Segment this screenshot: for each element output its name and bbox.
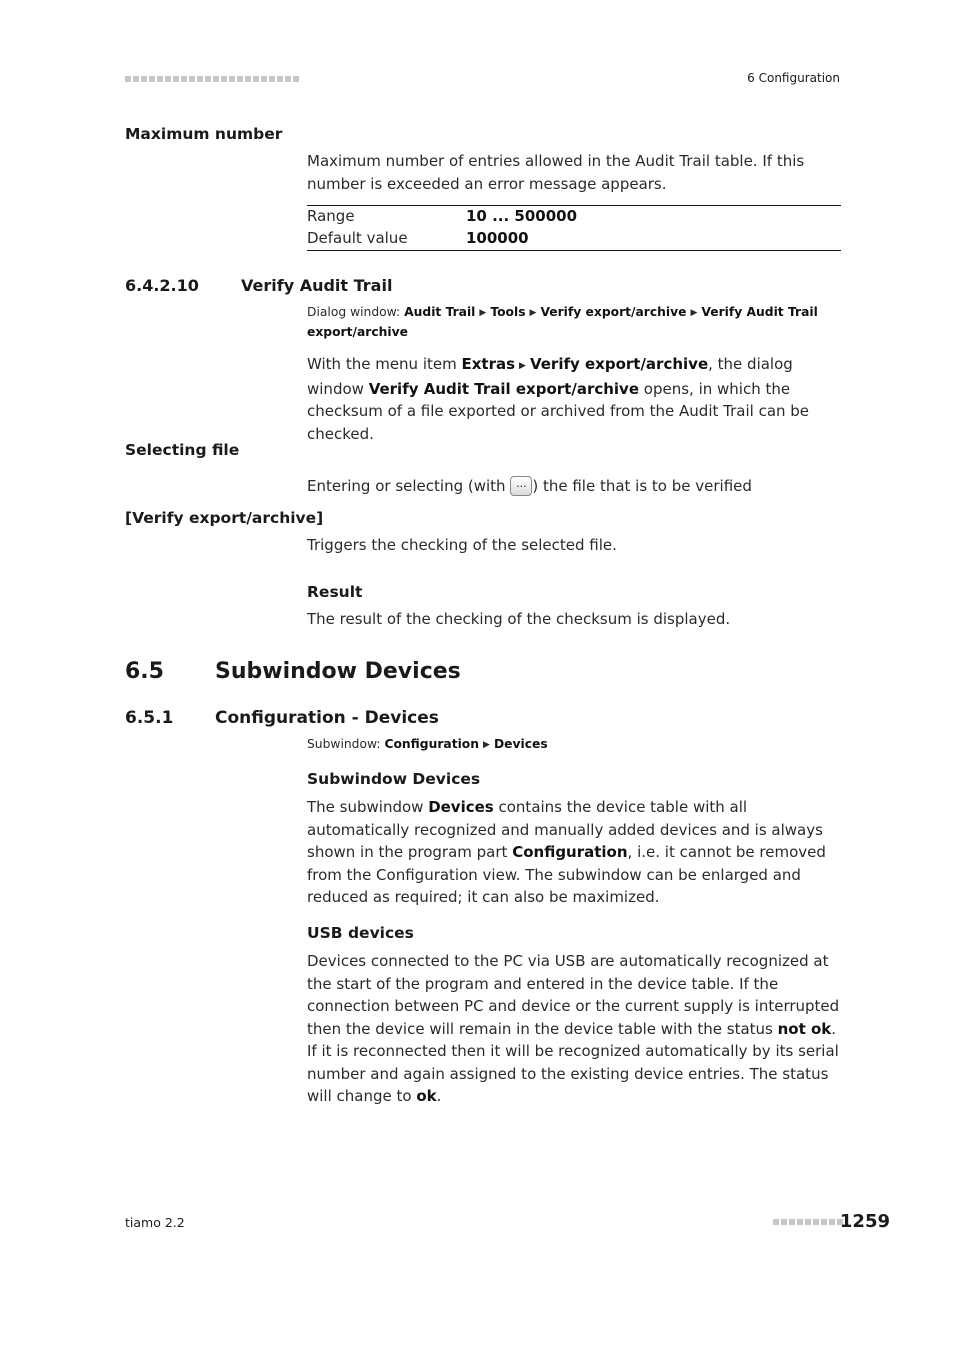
path-prefix: Subwindow:	[307, 737, 381, 751]
status-ok: ok	[416, 1087, 437, 1105]
section-title-subwindow-devices: Subwindow Devices	[215, 659, 461, 684]
subwindow-devices-heading: Subwindow Devices	[307, 770, 481, 788]
subwindow-devices-description	[307, 796, 842, 909]
arrow-right-icon: ▶	[483, 740, 490, 750]
table-bottom-rule	[307, 250, 841, 251]
footer-product: tiamo 2.2	[125, 1215, 185, 1230]
path-item-verify-audit-trail-export: Verify Audit Trail export/archive	[307, 305, 818, 339]
path-item-verify-export: Verify export/archive	[540, 305, 687, 319]
subwindow-text-2: contains the device table with all automatically recognized and manually added devices and is always shown in the program part	[307, 798, 823, 861]
path-item-audit-trail: Audit Trail	[404, 305, 476, 319]
table-row	[307, 205, 841, 227]
path-prefix: Dialog window:	[307, 305, 401, 319]
section-number-64210: 6.4.2.10	[125, 276, 199, 295]
range-label: Range	[307, 207, 355, 225]
arrow-right-icon: ▶	[479, 308, 487, 318]
arrow-right-icon: ▶	[529, 308, 537, 318]
section-number-65: 6.5	[125, 659, 164, 684]
selecting-text-2: ) the file that is to be verified	[532, 477, 752, 495]
maximum-number-description: Maximum number of entries allowed in the Audit Trail table. If this number is exceeded an error message appears.	[307, 152, 805, 193]
selecting-file-description	[307, 475, 842, 502]
arrow-right-icon: ▶	[519, 361, 526, 371]
path-item-configuration: Configuration	[384, 737, 480, 751]
term-configuration: Configuration	[512, 843, 628, 861]
menu-extras: Extras	[461, 355, 516, 373]
section-number-651: 6.5.1	[125, 708, 174, 728]
header-chapter: 6 Configuration	[747, 71, 840, 85]
value-table	[307, 205, 841, 249]
usb-devices-heading: USB devices	[307, 924, 414, 942]
term-devices: Devices	[428, 798, 494, 816]
section-title-verify-audit-trail: Verify Audit Trail	[241, 276, 393, 295]
default-value: 100000	[466, 229, 529, 247]
path-item-devices: Devices	[493, 737, 548, 751]
usb-devices-description	[307, 950, 842, 1108]
result-heading: Result	[307, 583, 363, 601]
menu-verify-export: Verify export/archive	[529, 355, 709, 373]
section-title-configuration-devices: Configuration - Devices	[215, 708, 439, 728]
dialog-name: Verify Audit Trail export/archive	[368, 379, 640, 398]
term-maximum-number: Maximum number	[125, 125, 283, 143]
path-item-tools: Tools	[490, 305, 526, 319]
browse-button-icon: ...	[510, 476, 532, 496]
intro-text-1: With the menu item	[307, 355, 462, 373]
verify-button-description: Triggers the checking of the selected file.	[307, 536, 617, 554]
footer-decor-squares	[773, 1219, 843, 1225]
term-selecting-file: Selecting file	[125, 441, 240, 459]
usb-text-2: . If it is reconnected then it will be recognized automatically by its serial number and again assigned to the existing device entries. The status will change to	[307, 1019, 839, 1105]
table-row	[307, 227, 841, 249]
subwindow-text-3: , i.e. it cannot be removed from the Configuration view. The subwindow can be enlarged and reduced as required; it can also be maximized.	[307, 843, 826, 906]
usb-text-3: .	[436, 1087, 442, 1105]
usb-text-1: Devices connected to the PC via USB are automatically recognized at the start of the program and entered in the device table. If the connection between PC and device or the current supply is interrupted then the device will remain in the device table with the status	[307, 952, 840, 1038]
subwindow-path	[307, 735, 842, 755]
dialog-path	[307, 303, 842, 342]
page-number: 1259	[839, 1211, 890, 1232]
status-not-ok: not ok	[777, 1019, 832, 1038]
subwindow-text-1: The subwindow	[307, 798, 429, 816]
selecting-text-1: Entering or selecting (with	[307, 477, 511, 495]
intro-text-3: opens, in which the checksum of a file exported or archived from the Audit Trail can be checked.	[307, 379, 810, 443]
header-decor-squares	[125, 76, 299, 82]
range-value: 10 ... 500000	[466, 207, 578, 225]
verify-intro	[307, 353, 842, 445]
intro-text-2: , the dialog window	[307, 355, 793, 398]
arrow-right-icon: ▶	[690, 308, 698, 318]
default-label: Default value	[307, 229, 408, 247]
term-verify-export-archive: [Verify export/archive]	[125, 509, 324, 527]
result-description: The result of the checking of the checksum is displayed.	[307, 610, 731, 628]
